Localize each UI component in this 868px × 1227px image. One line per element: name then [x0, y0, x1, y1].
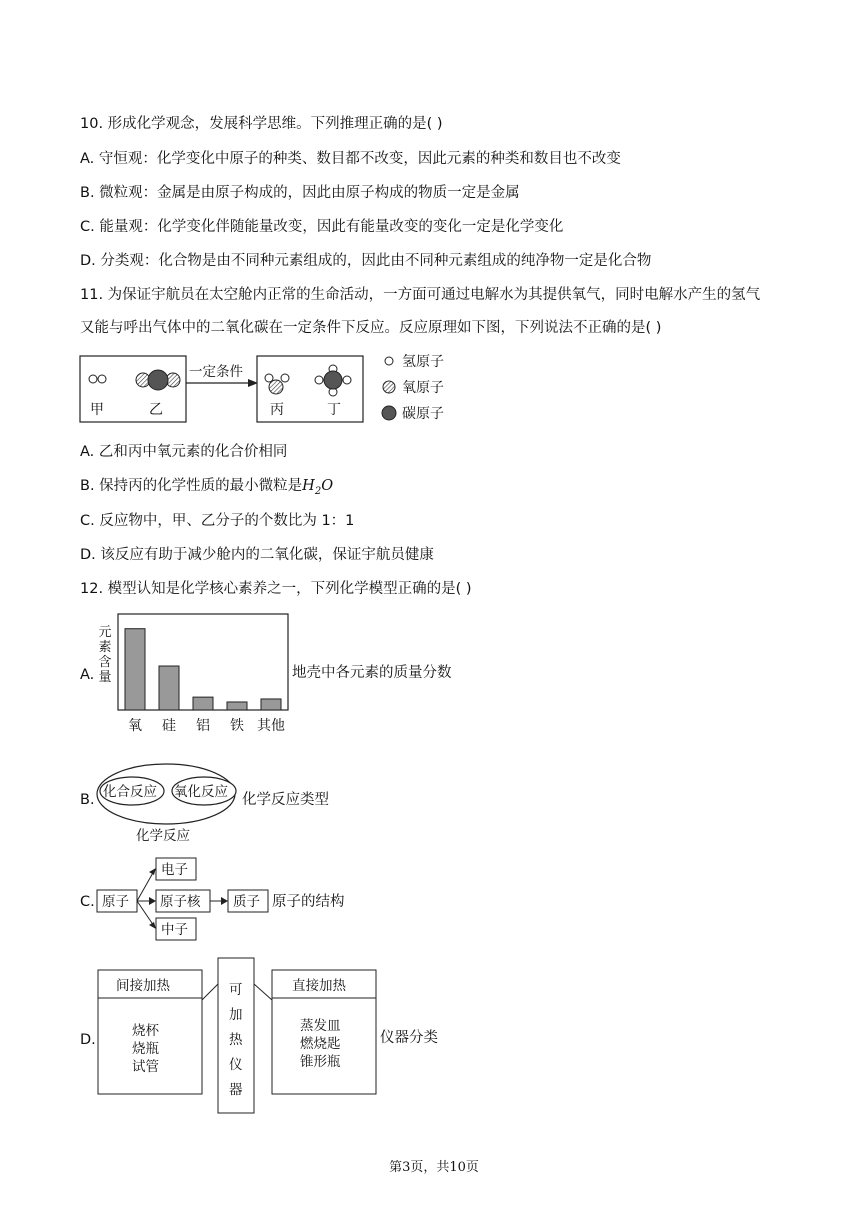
- node-electron: 电子: [161, 862, 188, 878]
- bar-2: [193, 697, 213, 710]
- inner-oxidation: 氧化反应: [174, 784, 228, 800]
- indirect-item-beaker: 烧杯: [132, 1023, 159, 1039]
- legend-carbon: 碳原子: [402, 406, 444, 422]
- q12-option-a-caption: 地壳中各元素的质量分数: [292, 665, 452, 681]
- direct-item-spoon: 燃烧匙: [300, 1036, 341, 1052]
- x-tick-label: 其他: [257, 718, 285, 734]
- center-char-1: 可: [229, 982, 243, 998]
- h2o-formula: $H_2O$: [302, 478, 334, 497]
- q10-option-b: B. 微粒观：金属是由原子构成的，因此由原子构成的物质一定是金属: [80, 185, 520, 201]
- outer-chemical-reaction: 化学反应: [136, 828, 190, 844]
- inner-combination: 化合反应: [103, 784, 157, 800]
- reaction-diagram: [76, 348, 456, 428]
- indirect-heating-title: 间接加热: [116, 978, 170, 994]
- q11-option-a: A. 乙和丙中氧元素的化合价相同: [80, 444, 288, 460]
- bar-0: [125, 629, 145, 710]
- x-tick-label: 铁: [230, 718, 244, 734]
- node-nucleus: 原子核: [160, 894, 201, 910]
- x-tick-label: 氧: [128, 718, 142, 734]
- direct-item-dish: 蒸发皿: [300, 1018, 341, 1034]
- instrument-classification-diagram: [94, 956, 384, 1116]
- label-jia: 甲: [90, 402, 104, 418]
- indirect-item-testtube: 试管: [132, 1059, 159, 1075]
- q11-option-b: [80, 476, 333, 502]
- q12-option-c-letter: C.: [80, 894, 95, 910]
- q12-option-a-letter: A.: [80, 667, 95, 683]
- center-char-3: 热: [229, 1032, 243, 1048]
- center-char-4: 仪: [229, 1057, 243, 1073]
- q12-option-d-letter: D.: [80, 1032, 96, 1048]
- center-char-2: 加: [229, 1007, 243, 1023]
- direct-heating-title: 直接加热: [292, 978, 346, 994]
- q12-option-b-caption: 化学反应类型: [242, 792, 329, 808]
- bar-1: [159, 666, 179, 710]
- legend-oxygen: 氧原子: [402, 380, 444, 396]
- q11-stem-line2: 又能与呼出气体中的二氧化碳在一定条件下反应。反应原理如下图，下列说法不正确的是( ): [80, 320, 662, 336]
- q12-option-c-caption: 原子的结构: [272, 894, 345, 910]
- q11-option-d: D. 该反应有助于减少舱内的二氧化碳，保证宇航员健康: [80, 547, 434, 563]
- indirect-item-flask: 烧瓶: [132, 1041, 159, 1057]
- bar-3: [227, 702, 247, 710]
- q10-option-c: C. 能量观：化学变化伴随能量改变，因此有能量改变的变化一定是化学变化: [80, 219, 564, 235]
- node-neutron: 中子: [161, 922, 188, 938]
- q11-stem-line1: 11. 为保证宇航员在太空舱内正常的生命活动，一方面可通过电解水为其提供氧气，同时电解水产生的氢气: [80, 287, 761, 303]
- node-atom: 原子: [102, 894, 129, 910]
- page-footer: 第3页，共10页: [389, 1160, 479, 1175]
- direct-item-conical: 锥形瓶: [300, 1054, 341, 1070]
- q10-option-d: D. 分类观：化合物是由不同种元素组成的，因此由不同种元素组成的纯净物一定是化合物: [80, 253, 652, 269]
- q12-option-d-caption: 仪器分类: [380, 1030, 438, 1046]
- q12-stem: 12. 模型认知是化学核心素养之一，下列化学模型正确的是( ): [80, 581, 472, 597]
- y-axis-label: 元素含量: [98, 625, 112, 685]
- label-yi: 乙: [149, 402, 163, 418]
- label-ding: 丁: [327, 402, 341, 418]
- x-tick-label: 铝: [196, 718, 210, 734]
- q11-option-c: C. 反应物中，甲、乙分子的个数比为 1：1: [80, 513, 355, 529]
- chart-ylabel: [98, 625, 111, 685]
- crust-element-bar-chart: [94, 610, 294, 738]
- x-tick-label: 硅: [162, 718, 176, 734]
- reaction-condition: 一定条件: [189, 364, 243, 380]
- reaction-type-diagram: [94, 760, 244, 846]
- bar-4: [261, 699, 281, 710]
- q12-option-b-letter: B.: [80, 792, 95, 808]
- legend-hydrogen: 氢原子: [402, 354, 444, 370]
- atom-structure-diagram: [94, 852, 284, 944]
- q11-option-b-text: B. 保持丙的化学性质的最小微粒是: [80, 478, 303, 494]
- node-proton: 质子: [233, 894, 260, 910]
- co2-molecule: [136, 370, 180, 390]
- q10-stem: 10. 形成化学观念，发展科学思维。下列推理正确的是( ): [80, 116, 443, 132]
- label-bing: 丙: [270, 402, 284, 418]
- center-char-5: 器: [229, 1082, 243, 1098]
- q10-option-a: A. 守恒观：化学变化中原子的种类、数目都不改变，因此元素的种类和数目也不改变: [80, 151, 621, 167]
